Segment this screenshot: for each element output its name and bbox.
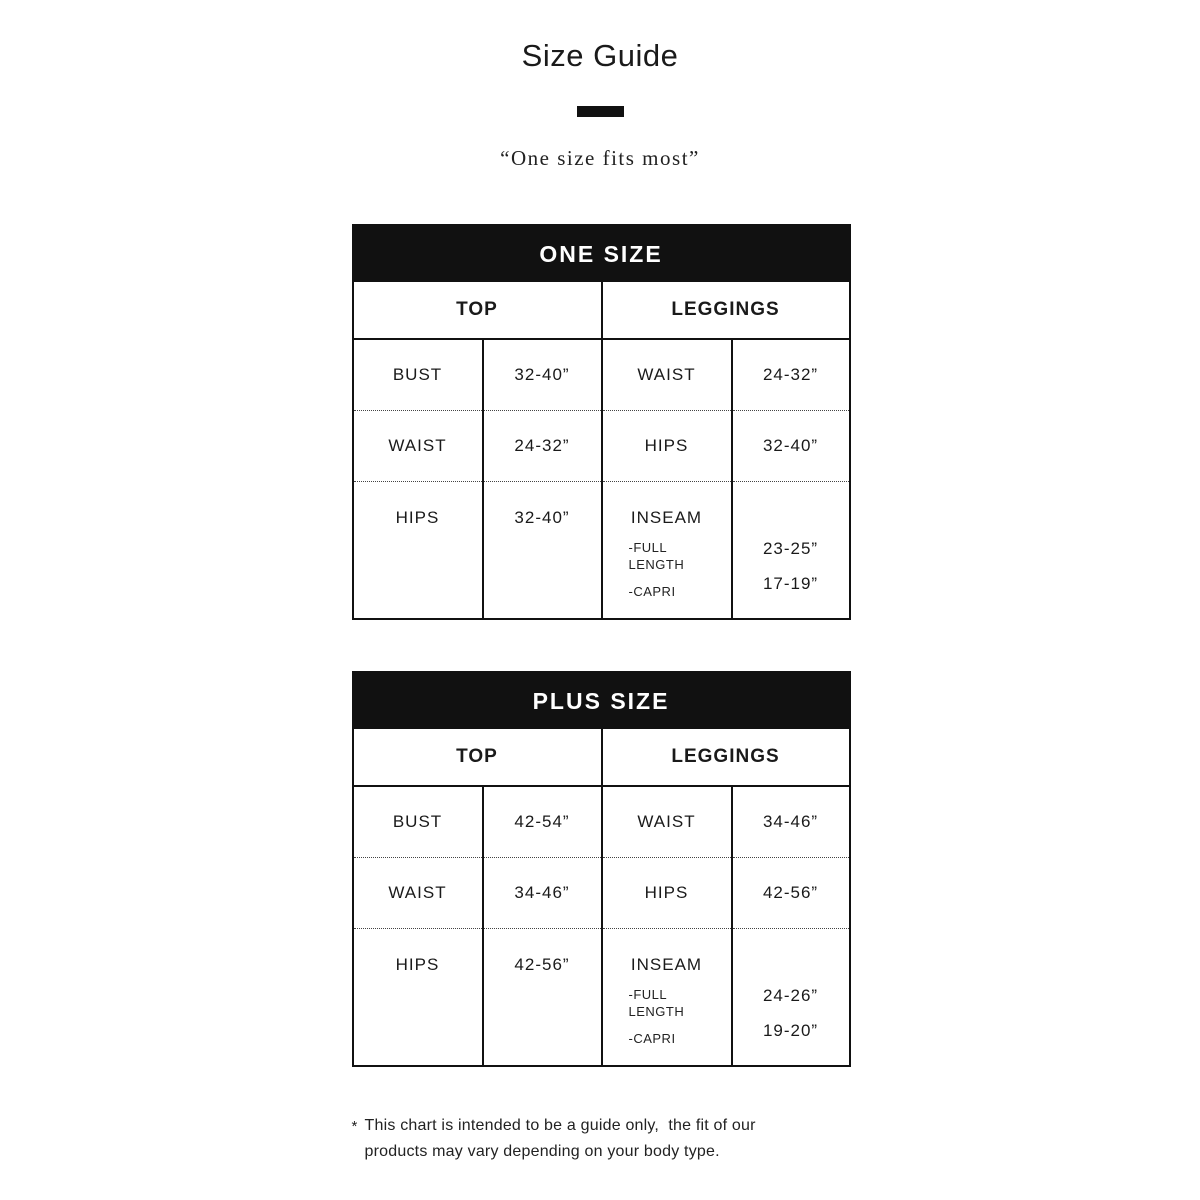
table-title: PLUS SIZE bbox=[353, 672, 850, 729]
footnote-line-1: This chart is intended to be a guide only, the fit of our bbox=[364, 1117, 756, 1134]
inseam-values-cell bbox=[732, 481, 850, 619]
tagline: “One size fits most” bbox=[500, 146, 700, 170]
column-header-row bbox=[353, 282, 850, 339]
table-title: ONE SIZE bbox=[353, 225, 850, 282]
table-row bbox=[353, 410, 850, 481]
column-header-leggings: LEGGINGS bbox=[602, 729, 850, 786]
measurement-value: 24-32” bbox=[732, 339, 850, 410]
measurement-label: WAIST bbox=[602, 339, 732, 410]
column-header-top: TOP bbox=[353, 729, 602, 786]
measurement-label: HIPS bbox=[602, 410, 732, 481]
measurement-value: 17-19” bbox=[762, 573, 819, 593]
measurement-value: 23-25” bbox=[762, 538, 819, 558]
page-title: Size Guide bbox=[521, 38, 679, 73]
inseam-sub-label: -CAPRI bbox=[628, 583, 676, 599]
measurement-label: WAIST bbox=[353, 410, 483, 481]
inseam-cell bbox=[602, 481, 732, 619]
footnote-text bbox=[365, 1113, 756, 1165]
one-size-table bbox=[352, 224, 851, 620]
measurement-label: INSEAM bbox=[630, 507, 703, 527]
measurement-value: 19-20” bbox=[762, 1020, 819, 1040]
measurement-label: HIPS bbox=[353, 928, 483, 1066]
table-row bbox=[353, 857, 850, 928]
measurement-label: WAIST bbox=[602, 786, 732, 857]
inseam-values-cell bbox=[732, 928, 850, 1066]
measurement-label: BUST bbox=[353, 786, 483, 857]
table-row-inseam bbox=[353, 928, 850, 1066]
inseam-sub-label: -FULL LENGTH bbox=[628, 539, 685, 572]
title-divider bbox=[577, 106, 624, 117]
measurement-label: WAIST bbox=[353, 857, 483, 928]
inseam-cell bbox=[602, 928, 732, 1066]
measurement-value: 42-56” bbox=[483, 928, 602, 1066]
measurement-value: 32-40” bbox=[732, 410, 850, 481]
tables-container bbox=[352, 224, 849, 1067]
measurement-value: 32-40” bbox=[483, 481, 602, 619]
table-row-inseam bbox=[353, 481, 850, 619]
inseam-sub-label: -CAPRI bbox=[628, 1030, 676, 1046]
inseam-sub-label: -FULL LENGTH bbox=[628, 986, 685, 1019]
measurement-value: 34-46” bbox=[732, 786, 850, 857]
column-header-leggings: LEGGINGS bbox=[602, 282, 850, 339]
measurement-value: 24-26” bbox=[762, 985, 819, 1005]
column-header-row bbox=[353, 729, 850, 786]
measurement-value: 34-46” bbox=[483, 857, 602, 928]
footnote bbox=[352, 1113, 849, 1165]
footnote-line-2: products may vary depending on your body type. bbox=[364, 1143, 720, 1160]
plus-size-table bbox=[352, 671, 851, 1067]
table-header-row bbox=[353, 672, 850, 729]
footnote-marker: * bbox=[351, 1118, 358, 1135]
measurement-value: 32-40” bbox=[483, 339, 602, 410]
measurement-value: 42-54” bbox=[483, 786, 602, 857]
measurement-label: HIPS bbox=[353, 481, 483, 619]
measurement-label: BUST bbox=[353, 339, 483, 410]
column-header-top: TOP bbox=[353, 282, 602, 339]
measurement-value: 24-32” bbox=[483, 410, 602, 481]
measurement-value: 42-56” bbox=[732, 857, 850, 928]
table-header-row bbox=[353, 225, 850, 282]
measurement-label: INSEAM bbox=[630, 954, 703, 974]
table-row bbox=[353, 786, 850, 857]
measurement-label: HIPS bbox=[602, 857, 732, 928]
table-row bbox=[353, 339, 850, 410]
